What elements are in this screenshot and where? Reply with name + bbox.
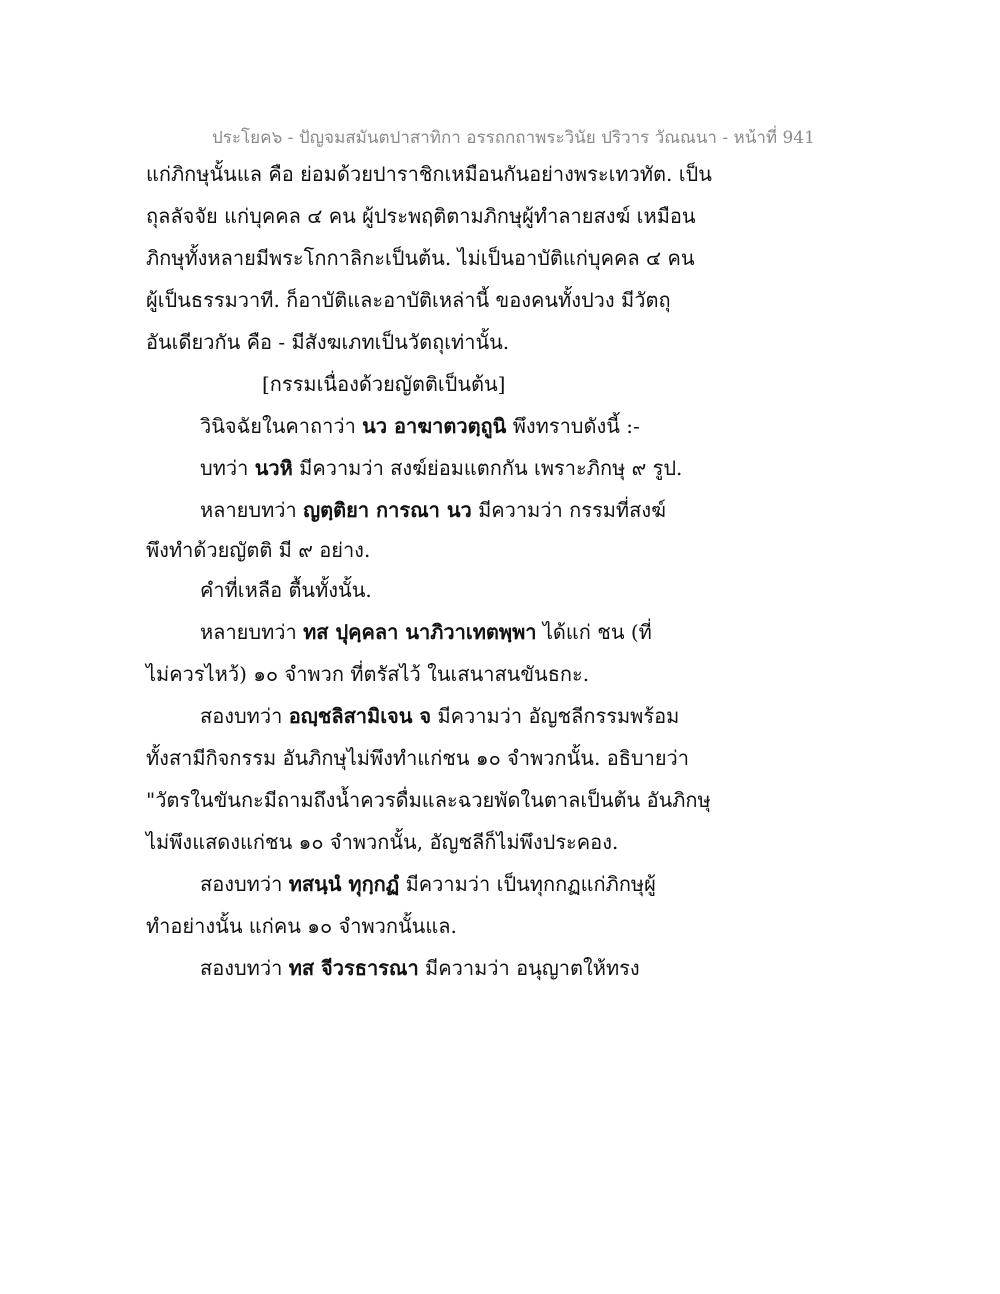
text-line: แก่ภิกษุนั้นแล คือ ย่อมด้วยปาราชิกเหมือนกันอย่างพระเทวทัต. เป็น (146, 162, 712, 186)
pali-term: ทส ปุคฺคลา นาภิวาเทตพฺพา (303, 620, 537, 644)
text-line: หลายบทว่า ญตฺติยา การณา นว มีความว่า กรรมที่สงฆ์ (200, 498, 666, 522)
pali-term: ทสนฺนํ ทุกฺกฏํ (288, 872, 400, 896)
text-line: สองบทว่า ทส จีวรธารณา มีความว่า อนุญาตให้ทรง (200, 956, 640, 980)
text-line: บทว่า นวหิ มีความว่า สงฆ์ย่อมแตกกัน เพราะภิกษุ ๙ รูป. (200, 456, 683, 480)
text-line: วินิจฉัยในคาถาว่า นว อาฆาตวตฺถูนิ พึงทราบดังนี้ :- (200, 414, 640, 438)
text-line: ไม่พึงแสดงแก่ชน ๑๐ จำพวกนั้น, อัญชลีก็ไม่พึงประคอง. (146, 830, 619, 854)
pali-term: นวหิ (254, 456, 293, 480)
text-line: สองบทว่า ทสนฺนํ ทุกฺกฏํ มีความว่า เป็นทุกกฏแก่ภิกษุผู้ (200, 872, 656, 896)
text-line: คำที่เหลือ ตื้นทั้งนั้น. (200, 578, 372, 602)
page-header: ประโยค๖ - ปัญจมสมันตปาสาทิกา อรรถกถาพระวินัย ปริวาร วัณณนา - หน้าที่ 941 (212, 128, 815, 148)
pali-term: อญฺชลิสามิเจน จ (288, 704, 432, 728)
text-line: สองบทว่า อญฺชลิสามิเจน จ มีความว่า อัญชลีกรรมพร้อม (200, 704, 680, 728)
text-line: ถุลลัจจัย แก่บุคคล ๔ คน ผู้ประพฤติตามภิกษุผู้ทำลายสงฆ์ เหมือน (146, 204, 696, 228)
pali-term: ญตฺติยา การณา นว (303, 498, 472, 522)
pali-term: นว อาฆาตวตฺถูนิ (362, 414, 507, 438)
text-line: อันเดียวกัน คือ - มีสังฆเภทเป็นวัตถุเท่านั้น. (146, 330, 510, 354)
text-line: ภิกษุทั้งหลายมีพระโกกาลิกะเป็นต้น. ไม่เป็นอาบัติแก่บุคคล ๔ คน (146, 246, 695, 270)
text-line: หลายบทว่า ทส ปุคฺคลา นาภิวาเทตพฺพา ได้แก่ ชน (ที่ (200, 620, 652, 644)
text-line: ทั้งสามีกิจกรรม อันภิกษุไม่พึงทำแก่ชน ๑๐ จำพวกนั้น. อธิบายว่า (146, 746, 690, 770)
section-heading: [กรรมเนื่องด้วยญัตติเป็นต้น] (262, 372, 506, 396)
text-line: พึงทำด้วยญัตติ มี ๙ อย่าง. (146, 538, 371, 562)
text-line: "วัตรในขันกะมีถามถึงน้ำควรดื่มและฉวยพัดในตาลเป็นต้น อันภิกษุ (146, 788, 711, 812)
text-line: ไม่ควรไหว้) ๑๐ จำพวก ที่ตรัสไว้ ในเสนาสนขันธกะ. (146, 662, 590, 686)
pali-term: ทส จีวรธารณา (288, 956, 419, 980)
text-line: ผู้เป็นธรรมวาที. ก็อาบัติและอาบัติเหล่านี้ ของคนทั้งปวง มีวัตถุ (146, 288, 671, 312)
text-line: ทำอย่างนั้น แก่คน ๑๐ จำพวกนั้นแล. (146, 914, 457, 938)
